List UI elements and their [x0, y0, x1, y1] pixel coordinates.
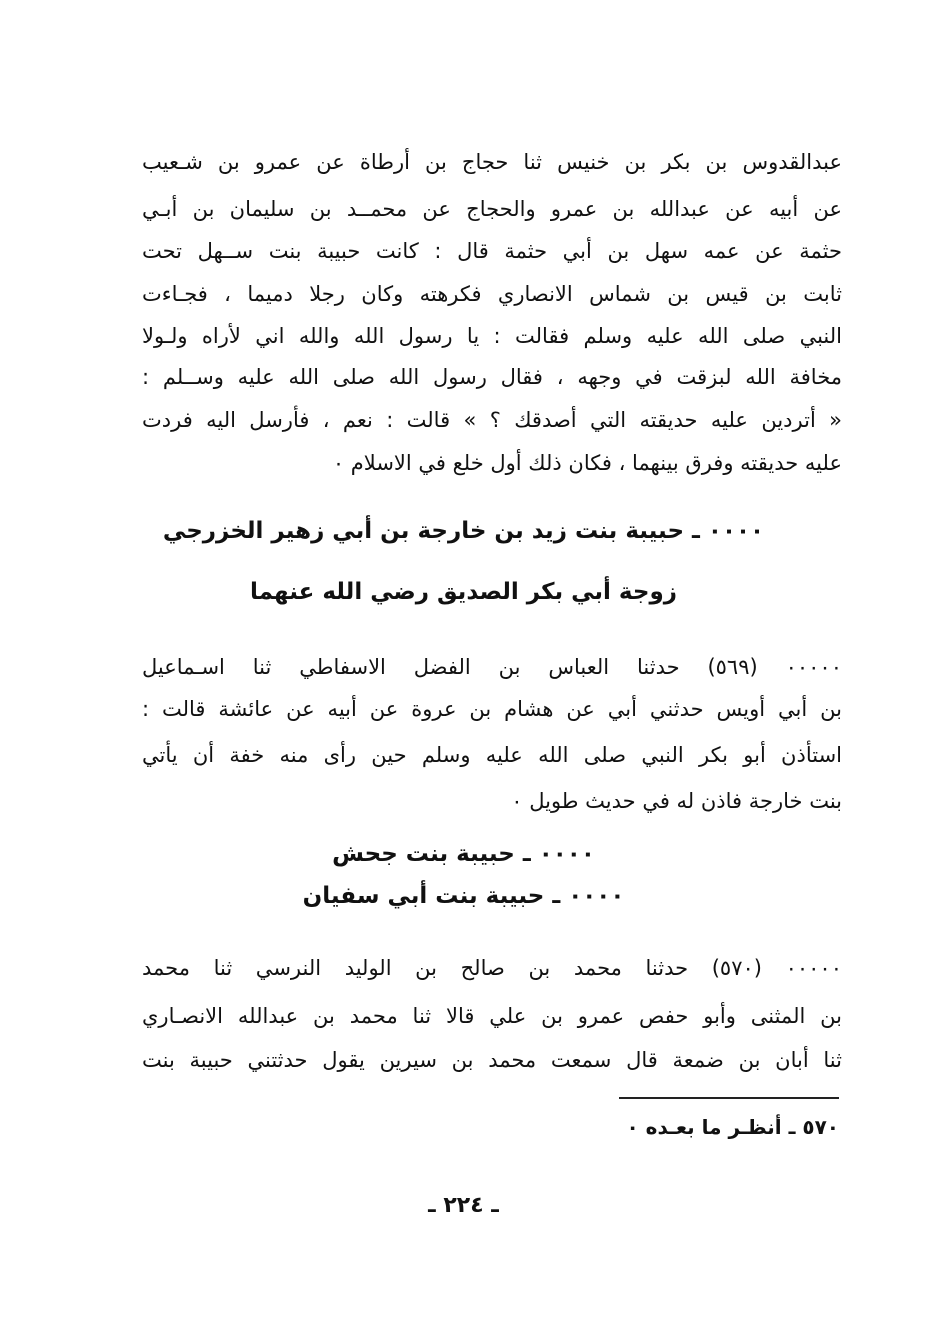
section-heading: ٠٠٠٠ ـ حبيبة بنت زيد بن خارجة بن أبي زهير الخزرجي [162, 518, 765, 544]
text-line: ٠٠٠٠٠ (٥٦٩) حدثنا العباس بن الفضل الاسفاطي ثنا اسـماعيل [142, 655, 842, 679]
text-line: استأذن أبو بكر النبي صلى الله عليه وسلم حين رأى منه خفة أن يأتي [142, 743, 842, 767]
text-line: عليه حديقته وفرق بينهما ، فكان ذلك أول خلع في الاسلام ٠ [332, 451, 842, 475]
text-line: ثنا أبان بن ضمعة قال سمعت محمد بن سيرين يقول حدثتني حبيبة بنت [142, 1048, 842, 1072]
text-line: عن أبيه عن عبدالله بن عمرو والحجاج عن محمــد بن سليمان بن أبـي [142, 197, 842, 221]
page-number: ـ ٢٢٤ ـ [428, 1193, 499, 1218]
text-line: ٠٠٠٠٠ (٥٧٠) حدثنا محمد بن صالح بن الوليد النرسي ثنا محمد [142, 956, 842, 980]
footnote: ٥٧٠ ـ أنظـر ما بعـده ٠ [626, 1115, 839, 1139]
text-line: « أتردين عليه حديقته التي أصدقك ؟ » قالت : نعم ، فأرسل اليه فردت [142, 408, 842, 432]
text-line: ثابت بن قيس بن شماس الانصاري فكرهته وكان رجلا دميما ، فجـاءت [142, 282, 842, 306]
text-line: بنت خارجة فاذن له في حديث طويل ٠ [511, 789, 842, 813]
section-subheading: زوجة أبي بكر الصديق رضي الله عنهما [250, 579, 677, 605]
section-heading: ٠٠٠٠ ـ حبيبة بنت أبي سفيان [302, 883, 625, 909]
footnote-divider [619, 1097, 839, 1099]
section-heading: ٠٠٠٠ ـ حبيبة بنت جحش [332, 841, 595, 867]
text-line: حثمة عن عمه سهل بن أبي حثمة قال : كانت حبيبة بنت ســهل تحت [142, 239, 842, 263]
text-line: عبدالقدوس بن بكر بن خنيس ثنا حجاج بن أرطاة عن عمرو بن شـعيب [142, 150, 842, 174]
text-line: النبي صلى الله عليه وسلم فقالت : يا رسول الله والله اني لأراه ولـولا [142, 324, 842, 348]
text-line: مخافة الله لبزقت في وجهه ، فقال رسول الله صلى الله عليه وســلم : [142, 365, 842, 389]
text-line: بن أبي أويس حدثني أبي عن هشام بن عروة عن أبيه عن عائشة قالت : [142, 697, 842, 721]
text-line: بن المثنى وأبو حفص عمرو بن علي قالا ثنا محمد بن عبدالله الانصـاري [142, 1004, 842, 1028]
